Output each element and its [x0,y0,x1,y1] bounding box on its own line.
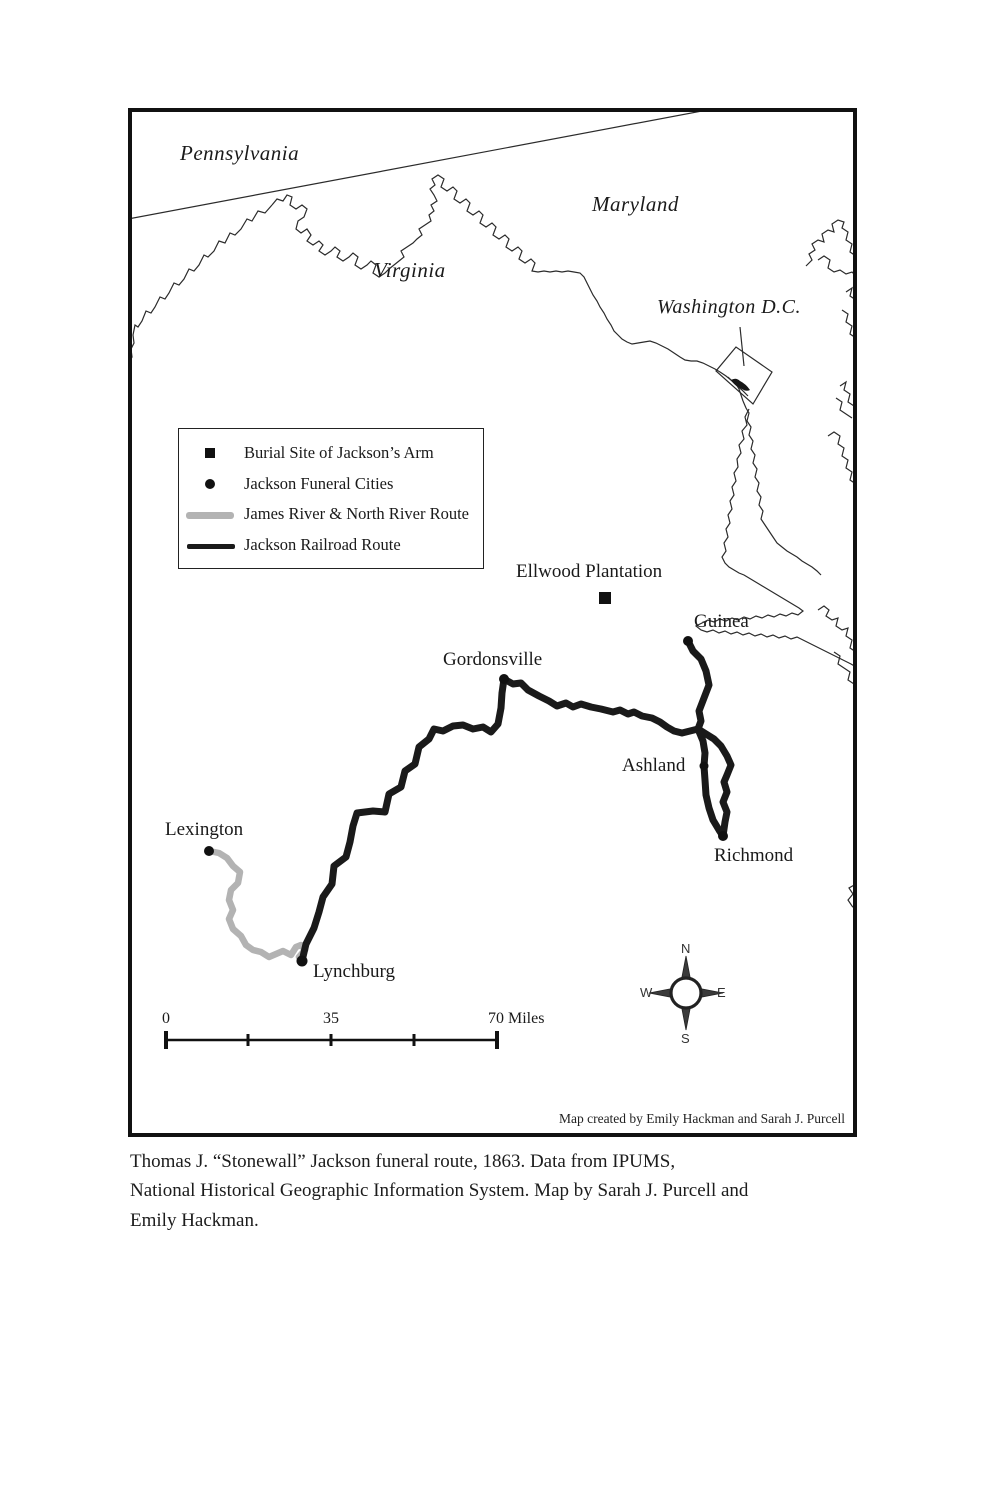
compass-west-label: W [640,985,653,1000]
label-washington-dc: Washington D.C. [657,296,802,318]
label-lexington: Lexington [165,819,244,840]
square-marker-icon [205,448,215,458]
guinea-dot [683,636,693,646]
scale-bar [166,1031,497,1049]
legend-label: Burial Site of Jackson’s Arm [244,443,434,462]
ashland-dot [700,762,709,771]
legend-item-funeral-cities [179,470,483,500]
legend-item-river-route [179,500,483,530]
label-guinea: Guinea [694,611,749,632]
compass-north-label: N [681,941,691,956]
legend-item-railroad-route [179,531,483,561]
map-credit: Map created by Emily Hackman and Sarah J. Purcell [558,1111,845,1126]
railroad-route-guinea-branch [688,641,709,729]
compass-east-label: E [717,985,726,1000]
caption-line-3: Emily Hackman. [130,1209,259,1231]
legend-item-burial-site [179,439,483,469]
label-ellwood-plantation: Ellwood Plantation [516,561,663,582]
label-gordonsville: Gordonsville [443,649,543,670]
legend-label: Jackson Railroad Route [244,535,401,554]
virginia-west-border [129,205,272,371]
compass-rose [649,956,723,1030]
legend [178,428,484,569]
chesapeake-coast-2 [818,256,856,276]
compass-south-label: S [681,1031,690,1046]
richmond-dot [718,831,728,841]
label-lynchburg: Lynchburg [313,961,395,982]
scale-label-end: 70 Miles [488,1010,545,1027]
label-ashland: Ashland [622,755,686,776]
dc-leader-line [740,327,744,366]
river-inlet-1 [818,606,856,652]
dot-marker-icon [205,479,215,489]
lynchburg-dot [297,956,308,967]
label-richmond: Richmond [714,845,794,866]
label-maryland: Maryland [592,192,679,216]
gordonsville-dot [499,674,509,684]
chesapeake-coast-1 [806,220,856,266]
james-river-route [209,851,305,961]
black-route-line-icon [187,544,235,549]
legend-label: James River & North River Route [244,504,470,523]
legend-label: Jackson Funeral Cities [244,474,394,493]
potomac-maryland-shore [743,401,821,575]
caption-line-2: National Historical Geographic Information System. Map by Sarah J. Purcell and [130,1180,749,1202]
label-pennsylvania: Pennsylvania [180,141,300,165]
figure-caption [130,1147,830,1235]
caption-line-1: Thomas J. “Stonewall” Jackson funeral route, 1863. Data from IPUMS, [130,1151,676,1172]
chesapeake-coast-7 [828,432,856,484]
gray-route-line-icon [186,512,234,519]
ellwood-burial-square [599,592,611,604]
scale-label-middle: 35 [323,1010,339,1027]
railroad-route-main [302,679,698,961]
scale-label-start: 0 [162,1010,170,1027]
chesapeake-coast-6 [836,398,852,418]
lexington-dot [204,846,214,856]
label-virginia: Virginia [374,258,446,282]
